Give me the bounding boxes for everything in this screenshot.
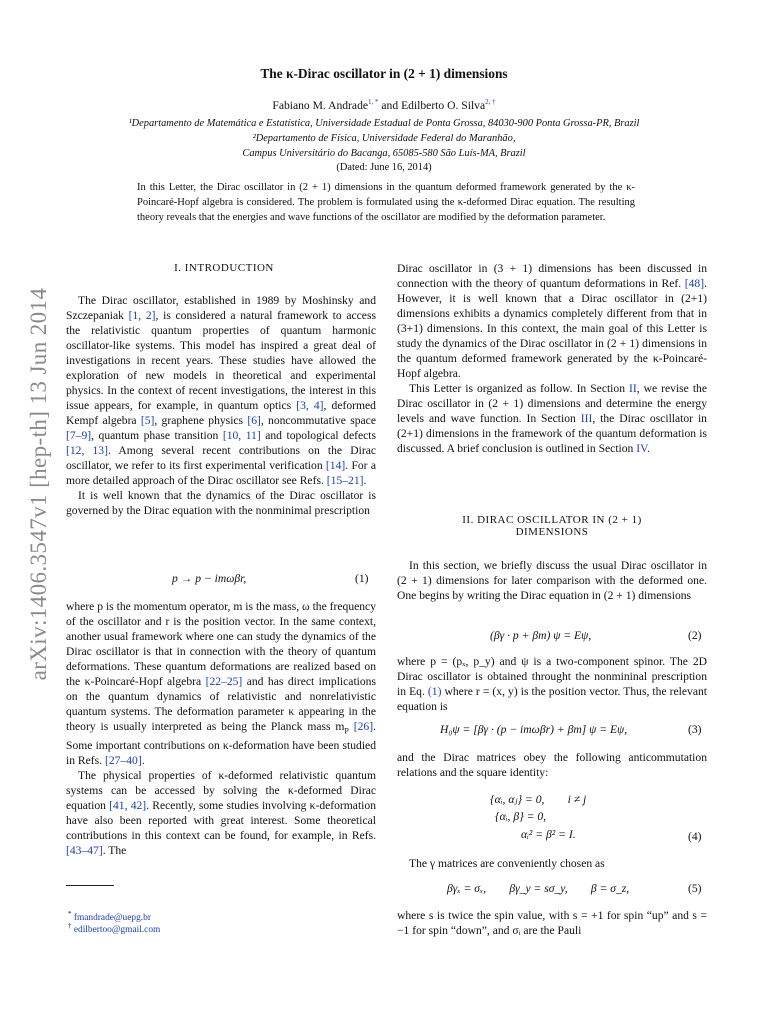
- author-2-mark[interactable]: 2, †: [485, 98, 496, 106]
- email-link[interactable]: edilbertoo@gmail.com: [73, 925, 161, 936]
- section-link[interactable]: III: [580, 412, 593, 425]
- equation-2: (βγ · p + βm) ψ = Eψ,: [490, 629, 592, 642]
- author-1: Fabiano M. Andrade: [272, 98, 369, 112]
- affiliation-2: ²Departamento de Física, Universidade Federal do Maranhão,: [252, 133, 516, 144]
- equation-3-number: (3): [688, 723, 702, 736]
- footnote-1: * fmandrade@uepg.br: [68, 910, 151, 924]
- equation-5-number: (5): [688, 882, 702, 895]
- section-2-paragraph-5: where s is twice the spin value, with s = +1 for spin “up” and s = −1 for spin “down”, and σᵢ are the Pauli: [397, 909, 707, 937]
- equation-4-number: (4): [688, 830, 702, 843]
- paper-title: The κ-Dirac oscillator in (2 + 1) dimensions: [260, 66, 508, 81]
- citation-link[interactable]: [10, 11]: [222, 429, 261, 442]
- footnote-2: † edilbertoo@gmail.com: [68, 922, 161, 936]
- section-2-heading: II. DIRAC OSCILLATOR IN (2 + 1) DIMENSIONS: [462, 514, 642, 538]
- equation-4-line-1: {αᵢ, αⱼ} = 0, i ≠ j: [490, 793, 587, 806]
- equation-1-number: (1): [355, 572, 369, 585]
- intro-paragraph-4: The physical properties of κ-deformed relativistic quantum systems can be accessed by solving the κ-deformed Dirac equation [41, 42]. Recently, some studies involving κ-deformation have also been reported with great interest. Some theoretical contributions in this context can be found, for example, in Refs. [43–47]. The: [66, 769, 376, 858]
- author-1-mark[interactable]: 1, *: [368, 98, 379, 106]
- equation-3: H₀ψ = [βγ · (p − imωβr) + βm] ψ = Eψ,: [440, 723, 628, 736]
- citation-link[interactable]: [5]: [140, 414, 155, 427]
- author-conjunction: and: [378, 98, 402, 112]
- citation-link[interactable]: [43–47]: [66, 844, 103, 858]
- equation-5: βγₓ = σₓ, βγ_y = sσ_y, β = σ_z,: [447, 882, 630, 895]
- section-2-paragraph-2: where p = (pₓ, p_y) and ψ is a two-component spinor. The 2D Dirac oscillator is obtained throught the nonmininal prescription in Eq. (1) where r = (x, y) is the position vector. Thus, the relevant equation is: [397, 655, 707, 713]
- abstract: In this Letter, the Dirac oscillator in (2 + 1) dimensions in the quantum deformed framework generated by the κ-Poincaré-Hopf algebra is considered. The problem is formulated using the κ-deformed Dirac equation. The resulting theory reveals that the energies and wave functions of the oscillator are modified by the deformation parameter.: [137, 182, 635, 223]
- email-link[interactable]: fmandrade@uepg.br: [73, 913, 151, 924]
- equation-4-line-2: {αᵢ, β} = 0,: [495, 810, 547, 823]
- citation-link[interactable]: [27–40]: [104, 754, 142, 768]
- equation-4-line-3: αᵢ² = β² = I.: [521, 828, 576, 841]
- equation-link[interactable]: (1): [427, 685, 442, 698]
- citation-link[interactable]: [12, 13]: [66, 444, 108, 457]
- intro-paragraph-1: The Dirac oscillator, established in 1989 by Moshinsky and Szczepaniak [1, 2], is considered a natural framework to access the relativistic quantum properties of quantum harmonic oscillator-like systems. This model has inspired a great deal of investigations in recent years. These studies have allowed the exploration of new models in theoretical and experimental physics. In the context of recent investigations, the interest in this issue appears, for example, in quantum optics [3, 4], deformed Kempf algebra [5], graphene physics [6], noncommutative space [7–9], quantum phase transition [10, 11] and topological defects [12, 13]. Among several recent contributions on the Dirac oscillator, we refer to its first experimental verification [14]. For a more detailed approach of the Dirac oscillator see Refs. [15–21]. It is well known that the dynamics of the Dirac oscillator is governed by the Dirac equation with the nonminimal prescription: [66, 294, 376, 517]
- section-link[interactable]: II: [629, 382, 637, 395]
- right-paragraph-2: This Letter is organized as follow. In Section II, we revise the Dirac oscillator in (2 + 1) dimensions and determine the energy levels and wave function. In Section III, the Dirac oscillator in (2+1) dimensions in the framework of the quantum deformation is discussed. A brief conclusion is outlined in Section IV.: [397, 382, 707, 455]
- citation-link[interactable]: [6]: [247, 414, 261, 427]
- citation-link[interactable]: [15–21]: [326, 474, 364, 487]
- arxiv-stamp: arXiv:1406.3547v1 [hep-th] 13 Jun 2014: [26, 287, 51, 681]
- citation-link[interactable]: [26]: [353, 720, 374, 733]
- section-link[interactable]: IV: [636, 442, 648, 455]
- citation-link[interactable]: [14]: [325, 459, 346, 472]
- citation-link[interactable]: [48]: [684, 277, 705, 290]
- right-paragraphs-top: [397, 261, 707, 456]
- author-2: Edilberto O. Silva: [401, 98, 486, 112]
- affiliation-1: ¹Departamento de Matemática e Estatística, Universidade Estadual de Ponta Grossa, 84030-900 Ponta Grossa-PR, Brazil: [128, 118, 640, 129]
- section-2-paragraph-1: In this section, we briefly discuss the usual Dirac oscillator in (2 + 1) dimensions for later comparison with the deformed one. One begins by writing the Dirac equation in (2 + 1) dimensions: [397, 559, 707, 602]
- author-line: [0, 98, 768, 112]
- equation-1: p → p − imωβr,: [172, 572, 247, 585]
- citation-link[interactable]: [7–9]: [66, 429, 92, 442]
- footnote-rule: [66, 885, 114, 886]
- equation-2-number: (2): [688, 629, 702, 642]
- intro-paragraph-2: It is well known that the dynamics of the Dirac oscillator is governed by the Dirac equation with the nonminimal prescription: [66, 489, 376, 517]
- affiliation-2-campus: Campus Universitário do Bacanga, 65085-580 São Luís-MA, Brazil: [242, 148, 526, 159]
- section-2-paragraph-3: and the Dirac matrices obey the following anticommutation relations and the square identity:: [397, 751, 707, 779]
- citation-link[interactable]: [22–25]: [205, 675, 243, 688]
- citation-link[interactable]: [41, 42]: [109, 799, 147, 813]
- citation-link[interactable]: [1, 2]: [128, 309, 156, 322]
- citation-link[interactable]: [3, 4]: [296, 399, 324, 412]
- dated-line: (Dated: June 16, 2014): [336, 162, 432, 173]
- section-1-heading: I. INTRODUCTION: [174, 262, 274, 274]
- intro-paragraph-3: where p is the momentum operator, m is the mass, ω the frequency of the oscillator and r is the position vector. In the same context, another usual framework where one can study the dynamics of the Dirac oscillator is that in connection with the theory of quantum deformations. These quantum deformations are realized based on the κ-Poincaré-Hopf algebra [22–25] and has direct implications on the quantum dynamics of relativistic and nonrelativistic quantum systems. The deformation parameter κ appearing in the theory is usually interpreted as being the Planck mass $m_P$ [26]. Some important contributions on κ-deformation have been studied in Refs. [27–40]. The physical properties of κ-deformed relativistic quantum systems can be accessed by solving the κ-deformed Dirac equation [41, 42]. Recently, some studies involving κ-deformation have also been reported with great interest. Some theoretical contributions in this context can be found, for example, in Refs. [43–47]. The: [66, 600, 376, 858]
- section-2-paragraph-4: The γ matrices are conveniently chosen as: [409, 857, 605, 870]
- right-paragraph-1: Dirac oscillator in (3 + 1) dimensions has been discussed in connection with the theory of quantum deformations in Ref. [48]. However, it is well known that a Dirac oscillator in (2+1) dimensions exhibits a dynamics completely different from that in (3+1) dimensions. In this context, the main goal of this Letter is study the dynamics of the Dirac oscillator in (2 + 1) dimensions in the quantum deformed framework generated by the κ-Poincaré-Hopf algebra.: [397, 262, 707, 380]
